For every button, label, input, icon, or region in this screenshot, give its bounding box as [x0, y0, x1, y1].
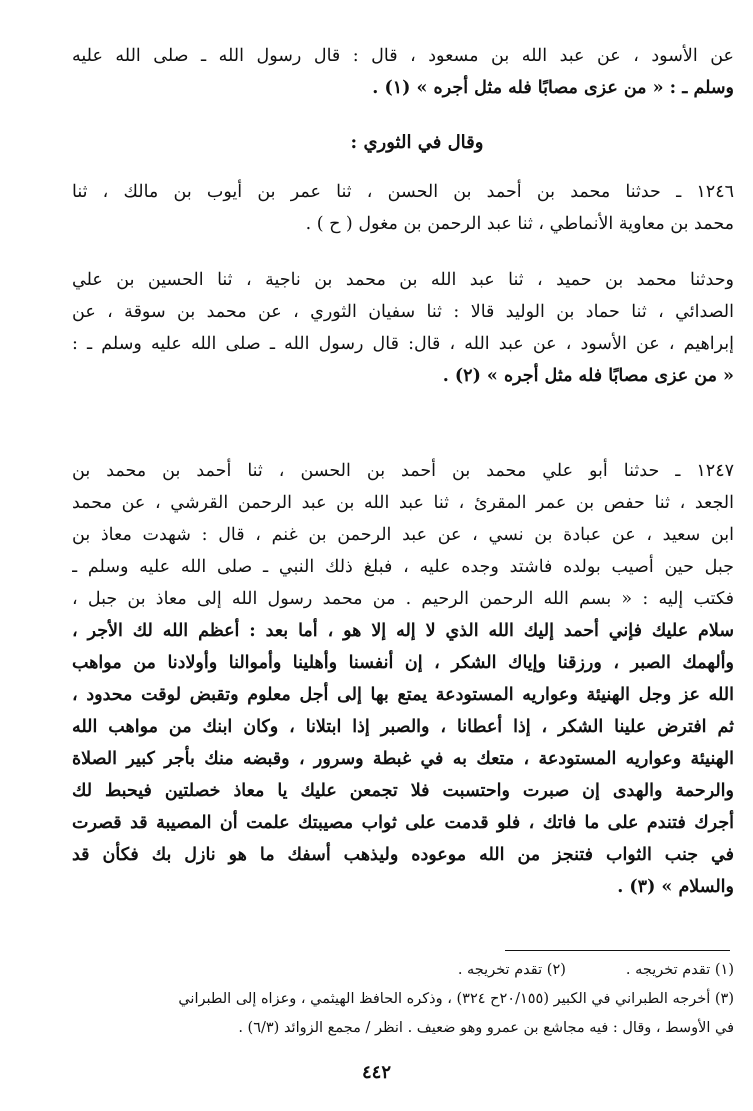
text-line: وألهمك الصبر ، ورزقنا وإياك الشكر ، إن أنفسنا وأهلينا وأموالنا وأولادنا من مواهب: [72, 653, 734, 673]
text-line: والسلام » (٣) .: [617, 877, 734, 897]
hadith-1247: [72, 455, 734, 903]
text-line: في جنب الثواب فتنجز من الله موعوده وليذهب أسفك ما هو نازل بك فكأن قد: [72, 845, 734, 865]
hadith-1246: [72, 176, 734, 240]
paragraph-top: [72, 40, 734, 104]
footnote-3: (٣) أخرجه الطبراني في الكبير (٢٠/١٥٥ح ٣٢٤) ، وذكره الحافظ الهيثمي ، وعزاه إلى الطبراني: [178, 991, 734, 1007]
text-line: عن الأسود ، عن عبد الله بن مسعود ، قال : قال رسول الله ـ صلى الله عليه: [72, 46, 734, 66]
text-line: الصدائي ، ثنا حماد بن الوليد قالا : ثنا سفيان الثوري ، عن محمد بن سوقة ، عن: [72, 302, 734, 322]
text-line: محمد بن معاوية الأنماطي ، ثنا عبد الرحمن بن مغول ( ح ) .: [305, 214, 734, 234]
hadith-1246-chain-2: [72, 264, 734, 392]
text-line: ١٢٤٦ ـ حدثنا محمد بن أحمد بن الحسن ، ثنا عمر بن أيوب بن مالك ، ثنا: [72, 182, 734, 202]
text-line: فكتب إليه : « بسم الله الرحمن الرحيم . من محمد رسول الله إلى معاذ بن جبل ،: [72, 589, 734, 609]
text-line: وحدثنا محمد بن حميد ، ثنا عبد الله بن محمد بن ناجية ، ثنا الحسين بن علي: [72, 270, 734, 290]
text-line: وسلم ـ : « من عزى مصابًا فله مثل أجره » (١) .: [372, 78, 734, 98]
text-line: إبراهيم ، عن الأسود ، عن عبد الله ، قال: قال رسول الله ـ صلى الله عليه وسلم ـ :: [72, 334, 734, 354]
text-line: ١٢٤٧ ـ حدثنا أبو علي محمد بن أحمد بن الحسن ، ثنا أحمد بن محمد بن: [72, 461, 734, 481]
text-line: جبل حين أصيب بولده فاشتد وجده عليه ، فبلغ ذلك النبي ـ صلى الله عليه وسلم ـ: [72, 557, 734, 577]
footnote-row: [58, 956, 734, 985]
footnote-separator: [505, 950, 730, 951]
section-heading: وقال في الثوري :: [350, 132, 484, 153]
footnote-2: (٢) تقدم تخريجه .: [457, 962, 566, 978]
text-line: والرحمة والهدى إن صبرت واحتسبت فلا تجمعن عليك يا معاذ خصلتين فيحبط لك: [72, 781, 734, 801]
text-line: الجعد ، ثنا حفص بن عمر المقرئ ، ثنا عبد الله بن عبد الرحمن القرشي ، عن محمد: [72, 493, 734, 513]
footnote-3-continued: في الأوسط ، وقال : فيه مجاشع بن عمرو وهو ضعيف . انظر / مجمع الزوائد (٦/٣) .: [238, 1020, 734, 1036]
footnotes: [58, 956, 734, 1043]
footnote-1: (١) تقدم تخريجه .: [625, 962, 734, 978]
text-line: ابن سعيد ، عن عبادة بن نسي ، عن عبد الرحمن بن غنم ، قال : شهدت معاذ بن: [72, 525, 734, 545]
text-line: الله عز وجل الهنيئة وعواريه المستودعة يمتع بها إلى أجل معلوم وتقبض لوقت محدود ،: [72, 685, 734, 705]
text-line: « من عزى مصابًا فله مثل أجره » (٢) .: [442, 366, 734, 386]
text-line: الهنيئة وعواريه المستودعة ، متعك به في غبطة وسرور ، وقبضه منك بأجر كبير الصلاة: [72, 749, 734, 769]
text-line: أجرك فتندم على ما فاتك ، فلو قدمت على ثواب مصيبتك علمت أن المصيبة قد قصرت: [72, 813, 734, 833]
text-line: ثم افترض علينا الشكر ، إذا أعطانا ، والصبر إذا ابتلانا ، وكان ابنك من مواهب الله: [72, 717, 734, 737]
text-line: سلام عليك فإني أحمد إليك الله الذي لا إله إلا هو ، أما بعد : أعظم الله لك الأجر ،: [72, 621, 734, 641]
page-number: ٤٤٢: [361, 1062, 391, 1083]
